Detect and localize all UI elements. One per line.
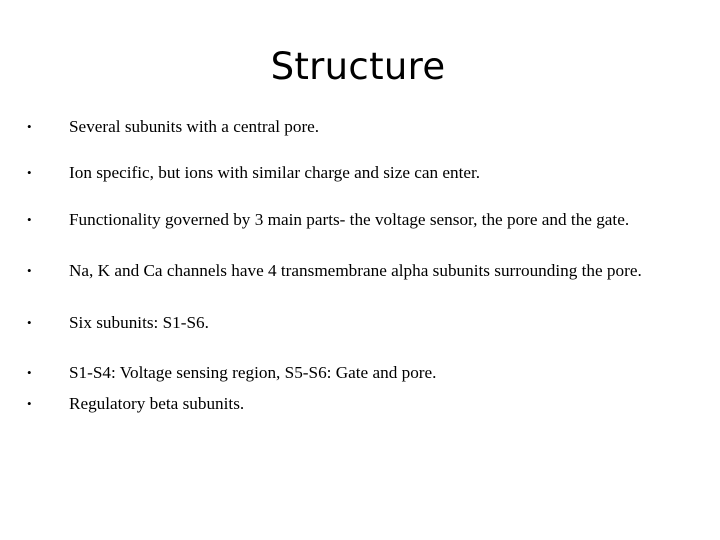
bullet-text: Functionality governed by 3 main parts- the voltage sensor, the pore and the gate. bbox=[69, 210, 630, 229]
slide-title: Structure bbox=[270, 45, 446, 88]
bullet-item bbox=[0, 259, 720, 283]
bullet-item bbox=[0, 361, 720, 385]
bullet-text: Six subunits: S1-S6. bbox=[69, 313, 209, 332]
bullet-item bbox=[0, 115, 720, 139]
bullet-text: Na, K and Ca channels have 4 transmembrane alpha subunits surrounding the pore. bbox=[69, 261, 642, 280]
bullet-dot-icon: • bbox=[27, 396, 32, 411]
bullet-dot-icon: • bbox=[27, 212, 32, 227]
bullet-dot-icon: • bbox=[27, 315, 32, 330]
bullet-dot-icon: • bbox=[27, 263, 32, 278]
bullet-text: Ion specific, but ions with similar charge and size can enter. bbox=[69, 163, 481, 182]
bullet-item bbox=[0, 311, 720, 335]
bullet-text: S1-S4: Voltage sensing region, S5-S6: Gate and pore. bbox=[69, 363, 437, 382]
bullet-dot-icon: • bbox=[27, 165, 32, 180]
bullet-dot-icon: • bbox=[27, 365, 32, 380]
bullet-text: Regulatory beta subunits. bbox=[69, 394, 245, 413]
bullet-item bbox=[0, 392, 720, 416]
bullet-item bbox=[0, 161, 720, 185]
bullet-dot-icon: • bbox=[27, 119, 32, 134]
bullet-text: Several subunits with a central pore. bbox=[69, 117, 320, 136]
bullet-item bbox=[0, 208, 720, 232]
